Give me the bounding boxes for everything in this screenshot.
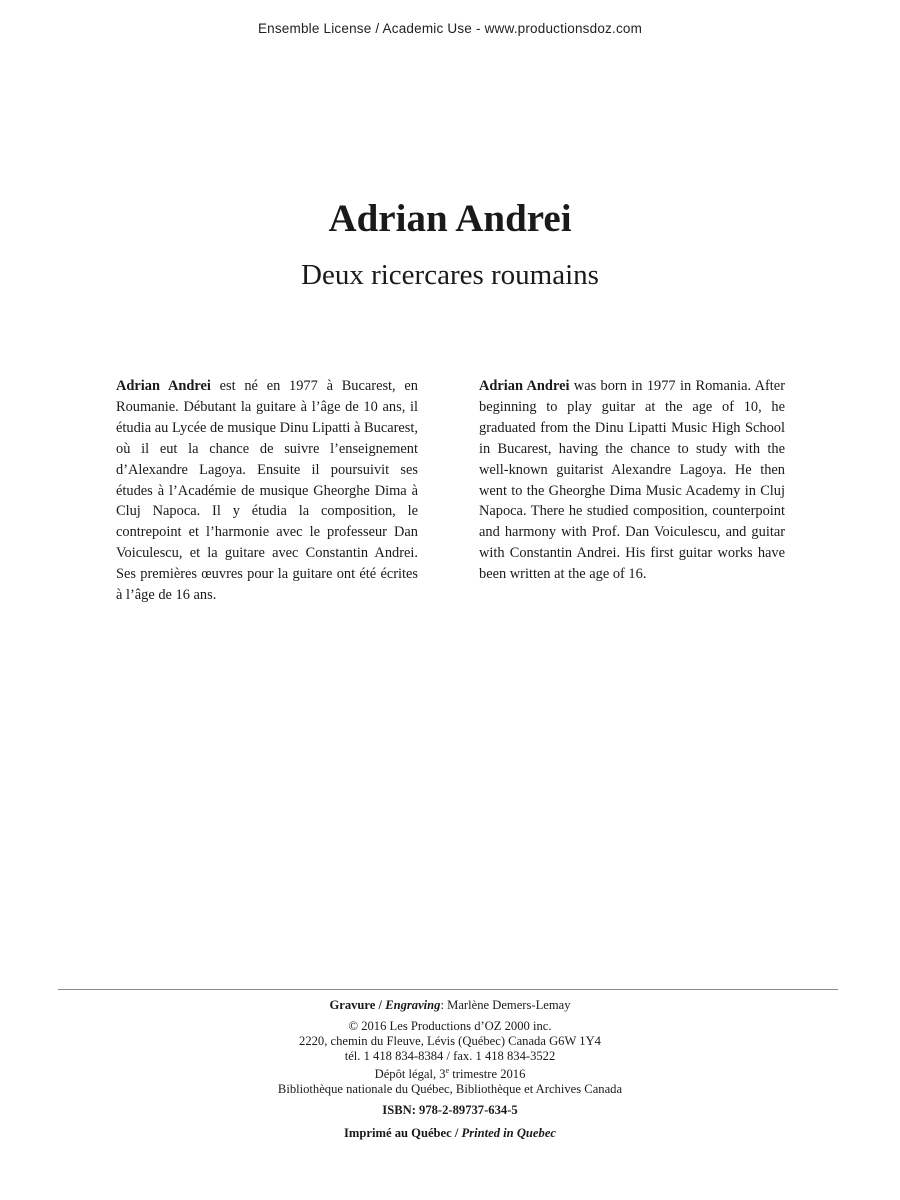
printed-in xyxy=(0,1126,900,1141)
footer-divider xyxy=(58,989,838,990)
work-title: Deux ricercares roumains xyxy=(301,259,599,291)
address-line: 2220, chemin du Fleuve, Lévis (Québec) Canada G6W 1Y4 xyxy=(299,1034,601,1048)
copyright-line: © 2016 Les Productions d’OZ 2000 inc. xyxy=(348,1019,552,1033)
deposit-sup: e xyxy=(445,1066,450,1075)
deposit-prefix: Dépôt légal, 3 xyxy=(374,1067,446,1081)
license-header: Ensemble License / Academic Use - www.productionsdoz.com xyxy=(257,21,643,36)
composer-name: Adrian Andrei xyxy=(328,197,572,240)
biography-french xyxy=(116,376,418,606)
legal-deposit-block xyxy=(0,1067,900,1097)
isbn: ISBN: 978-2-89737-634-5 xyxy=(382,1103,518,1117)
deposit-suffix: trimestre 2016 xyxy=(449,1067,526,1081)
bio-fr-name: Adrian Andrei xyxy=(116,378,211,394)
bio-fr-text: est né en 1977 à Bucarest, en Roumanie. Débutant la guitare à l’âge de 10 ans, il étudia au Lycée de musique Dinu Lipatti à Bucarest, où il eut la chance de suivre l’enseignement d’Alexandre Lagoya. Ensuite il poursuivit ses études à l’Académie de musique Gheorghe Dima à Cluj Napoca. Il y étudia la composition, le contrepoint et l’harmonie avec le professeur Dan Voiculescu, et la guitare avec Constantin Andrei. Ses premières œuvres pour la guitare ont été écrites à l’âge de 16 ans. xyxy=(116,378,418,604)
engraving-label-fr: Gravure / xyxy=(329,998,383,1012)
deposit-line xyxy=(0,1067,900,1082)
printed-en: Printed in Quebec xyxy=(461,1126,556,1140)
phone-line: tél. 1 418 834-8384 / fax. 1 418 834-3522 xyxy=(344,1049,556,1063)
engraver-name: : Marlène Demers-Lemay xyxy=(440,998,571,1012)
engraving-label-en: Engraving xyxy=(385,998,441,1012)
bio-en-name: Adrian Andrei xyxy=(479,378,570,394)
bio-en-text: was born in 1977 in Romania. After beginning to play guitar at the age of 10, he graduated from the Dinu Lipatti Music High School in Bucarest, having the chance to study with the well-known guitarist Alexandre Lagoya. He then went to the Gheorghe Dima Music Academy in Cluj Napoca. There he studied composition, counterpoint and harmony with Prof. Dan Voiculescu, and guitar with Constantin Andrei. His first guitar works have been written at the age of 16. xyxy=(479,378,785,583)
biography-english xyxy=(479,376,785,585)
publisher-block xyxy=(0,1019,900,1064)
libraries-line: Bibliothèque nationale du Québec, Bibliothèque et Archives Canada xyxy=(277,1082,623,1096)
printed-fr: Imprimé au Québec / xyxy=(344,1126,459,1140)
engraving-credit xyxy=(0,998,900,1013)
